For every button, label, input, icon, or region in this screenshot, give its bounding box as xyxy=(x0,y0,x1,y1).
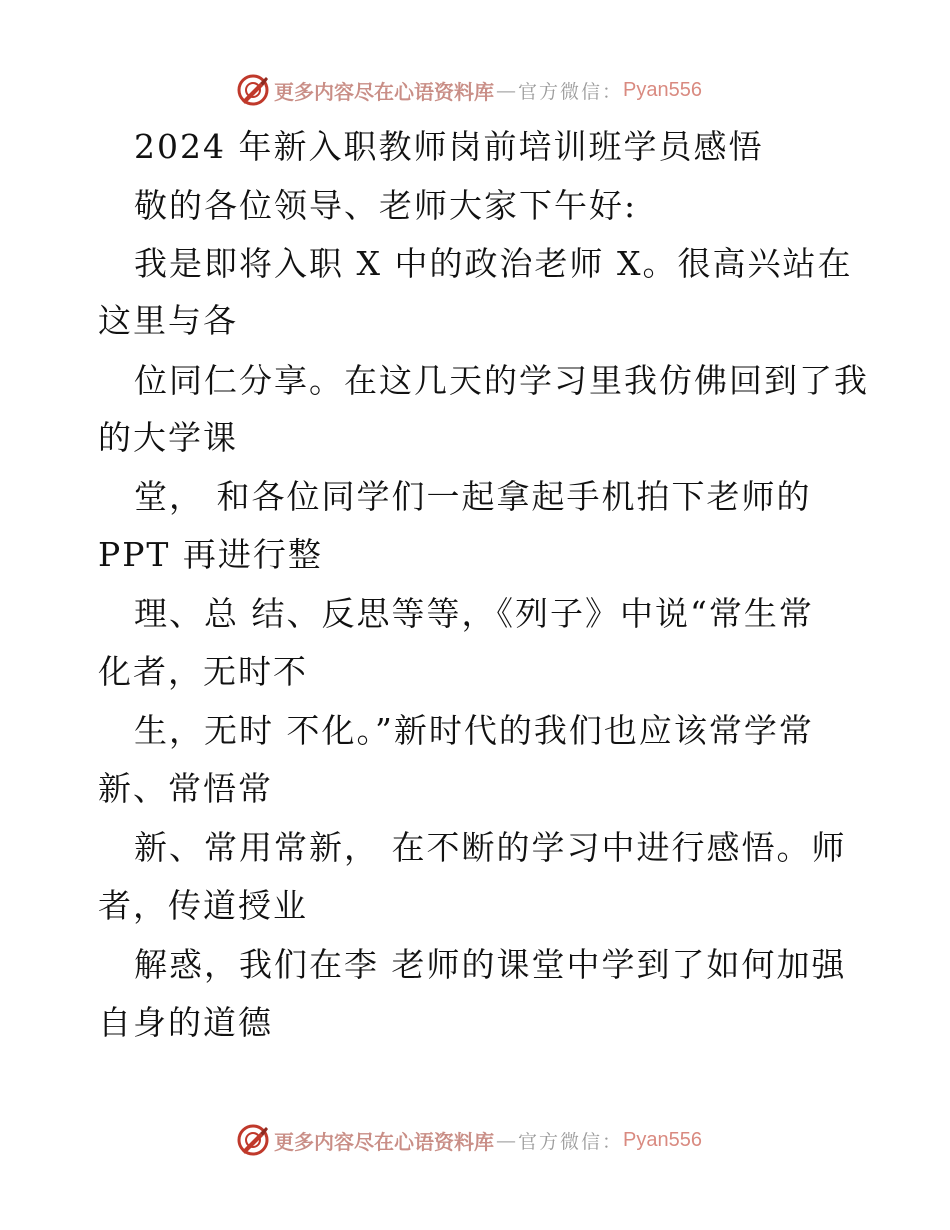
footer-wechat-id: Pyan556 xyxy=(623,1128,702,1151)
document-title: 2024 年新入职教师岗前培训班学员感悟 xyxy=(134,127,764,166)
header-banner xyxy=(236,70,702,110)
header-wechat-label: 官方微信： xyxy=(518,80,624,103)
text-line: 者，传道授业 xyxy=(98,886,308,925)
text-line: 位同仁分享。在这几天的学习里我仿佛回到了我 xyxy=(134,361,869,400)
text-line: 解惑，我们在李 老师的课堂中学到了如何加强 xyxy=(134,945,847,984)
header-banner-text: 更多内容尽在心语资料库 xyxy=(274,79,494,104)
text-line: 生，无时 不化。”新时代的我们也应该常学常 xyxy=(134,711,814,750)
text-line: PPT 再进行整 xyxy=(98,535,323,574)
text-line: 敬的各位领导、老师大家下午好: xyxy=(134,186,638,225)
footer-wechat-label: 官方微信： xyxy=(518,1130,624,1153)
text-line: 新、常悟常 xyxy=(98,769,273,808)
footer-banner xyxy=(236,1120,702,1160)
footer-banner-separator: — xyxy=(496,1128,516,1152)
logo-icon xyxy=(236,1123,270,1157)
text-line: 的大学课 xyxy=(98,418,238,457)
text-line: 新、常用常新， 在不断的学习中进行感悟。师 xyxy=(134,828,847,867)
header-wechat-id: Pyan556 xyxy=(623,78,702,101)
text-line: 自身的道德 xyxy=(98,1003,273,1042)
text-line: 理、总 结、反思等等，《列子》中说“常生常 xyxy=(134,594,814,633)
text-line: 这里与各 xyxy=(98,301,238,340)
footer-banner-text: 更多内容尽在心语资料库 xyxy=(274,1129,494,1154)
logo-icon xyxy=(236,73,270,107)
text-line: 堂， 和各位同学们一起拿起手机拍下老师的 xyxy=(134,477,812,516)
text-line: 化者，无时不 xyxy=(98,652,308,691)
header-banner-separator: — xyxy=(496,78,516,102)
text-line: 我是即将入职 X 中的政治老师 X。很高兴站在 xyxy=(134,244,853,283)
